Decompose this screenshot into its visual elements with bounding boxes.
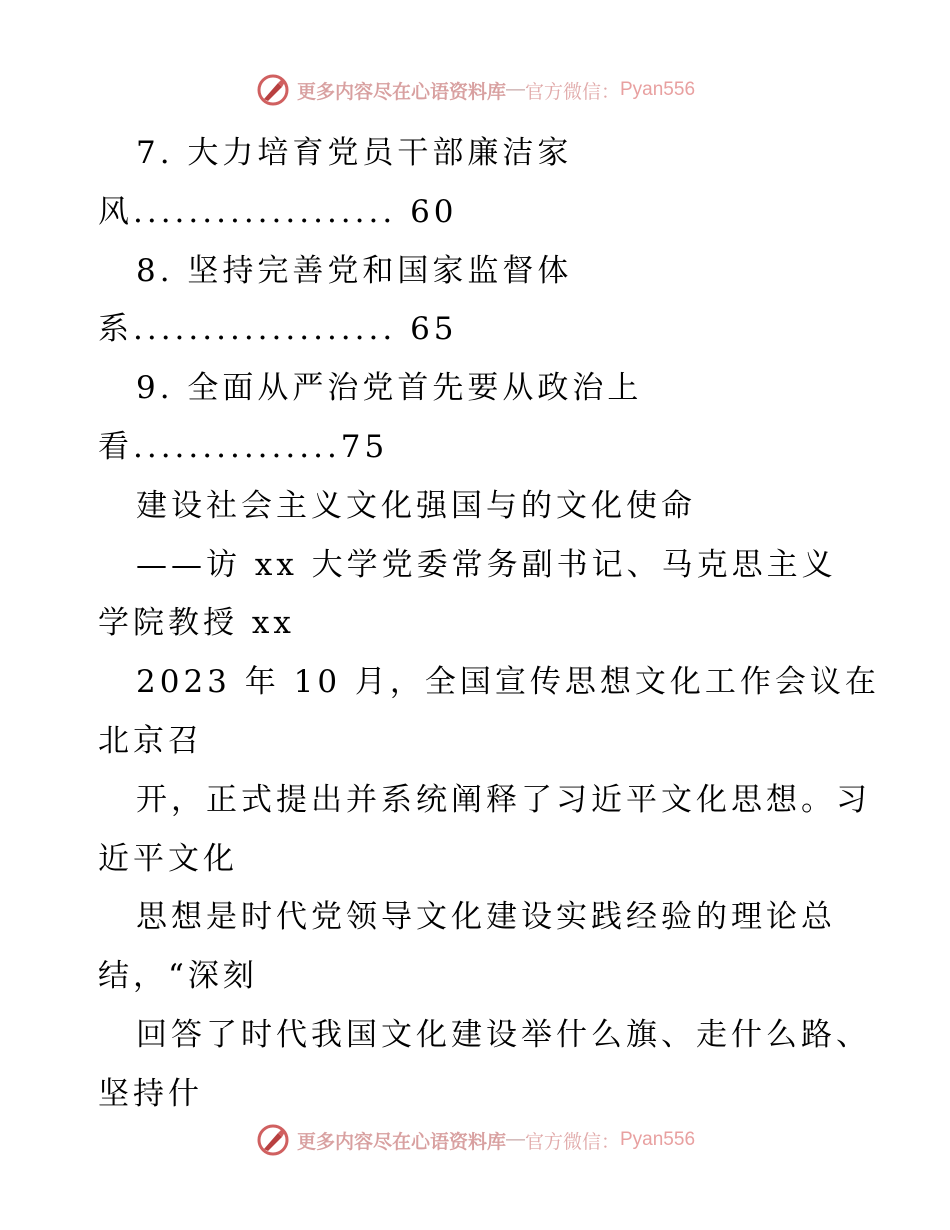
toc-entry-9-page: 看...............75 xyxy=(98,428,389,465)
body-line: 坚持什 xyxy=(98,1075,203,1112)
article-title: 建设社会主义文化强国与的文化使命 xyxy=(136,487,696,524)
toc-entry-7-page: 风................... 60 xyxy=(98,193,458,230)
body-line: 开，正式提出并系统阐释了习近平文化思想。习 xyxy=(136,781,871,818)
logo-icon xyxy=(255,1122,291,1158)
toc-entry-8-page: 系................... 65 xyxy=(98,311,458,348)
toc-entry-9-title: 9. 全面从严治党首先要从政治上 xyxy=(136,370,643,407)
toc-entry-7-title: 7. 大力培育党员干部廉洁家 xyxy=(136,135,573,171)
toc-entry-8-title: 8. 坚持完善党和国家监督体 xyxy=(136,252,573,289)
article-subtitle: ——访 xx 大学党委常务副书记、马克思主义 xyxy=(136,546,837,583)
body-line: 近平文化 xyxy=(98,840,238,877)
header-watermark xyxy=(0,70,950,110)
body-line: 2023 年 10 月，全国宣传思想文化工作会议在 xyxy=(136,664,880,701)
body-line: 北京召 xyxy=(98,722,203,759)
watermark-official-label: 官方微信： xyxy=(524,81,620,103)
body-line: 结，“深刻 xyxy=(98,958,258,995)
watermark-dash: — xyxy=(505,79,525,100)
watermark-dash: — xyxy=(505,1129,525,1150)
watermark-text: 更多内容尽在心语资料库 xyxy=(296,81,506,103)
watermark-id: Pyan556 xyxy=(620,79,696,100)
watermark-text: 更多内容尽在心语资料库 xyxy=(296,1131,506,1153)
watermark-id: Pyan556 xyxy=(620,1129,696,1150)
document-body xyxy=(98,124,880,1124)
logo-icon xyxy=(255,72,291,108)
watermark-official-label: 官方微信： xyxy=(524,1131,620,1153)
body-line: 思想是时代党领导文化建设实践经验的理论总 xyxy=(136,899,836,936)
article-subtitle-cont: 学院教授 xx xyxy=(98,605,295,642)
body-line: 回答了时代我国文化建设举什么旗、走什么路、 xyxy=(136,1016,871,1053)
footer-watermark xyxy=(0,1120,950,1160)
